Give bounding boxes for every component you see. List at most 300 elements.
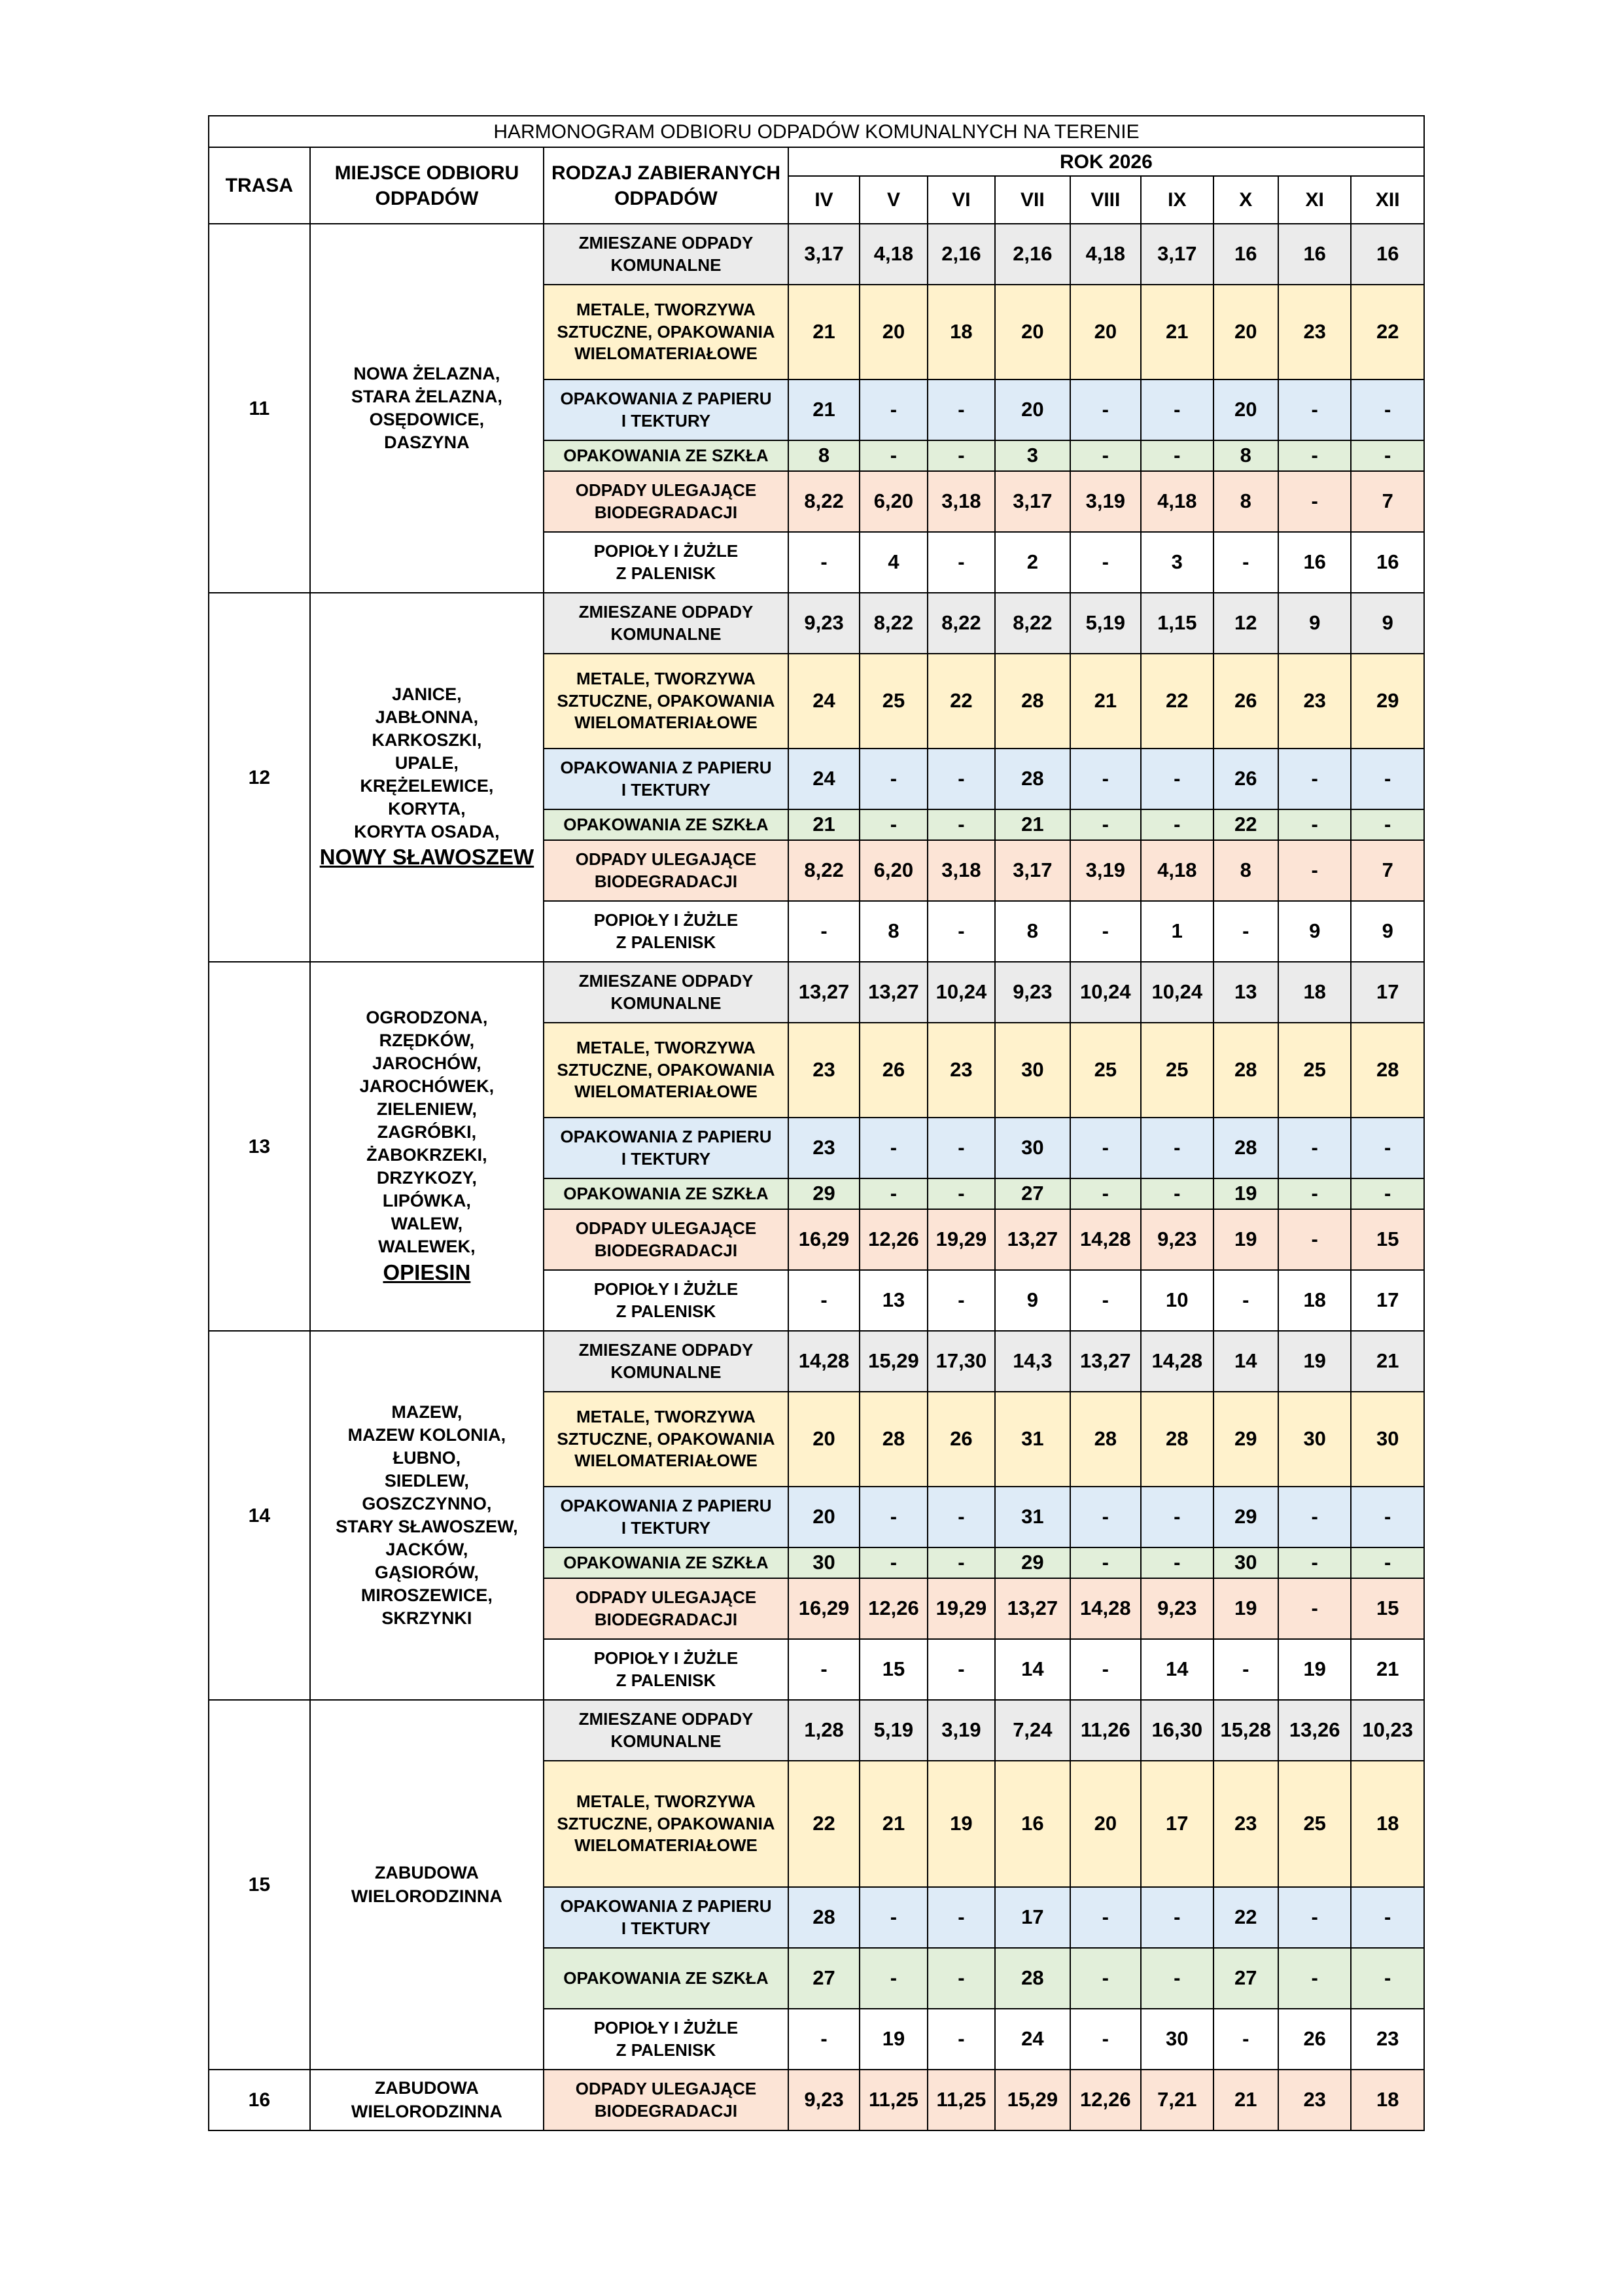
waste-type-label: I TEKTURY [621, 1517, 711, 1538]
pickup-date-cell: 30 [1351, 1392, 1424, 1487]
pickup-date-cell: - [928, 901, 995, 962]
pickup-date-cell: - [928, 1547, 995, 1578]
pickup-date-cell: 19 [1213, 1578, 1278, 1639]
waste-type-bio [544, 471, 788, 532]
month-header: XII [1351, 176, 1424, 224]
pickup-date-cell: 30 [995, 1023, 1070, 1118]
waste-type-label: BIODEGRADACJI [594, 1609, 738, 1629]
waste-type-label: ZMIESZANE ODPADY [578, 601, 754, 622]
pickup-date-cell: - [1213, 2009, 1278, 2070]
waste-type-metal [544, 654, 788, 749]
pickup-date-cell: 17 [1351, 1270, 1424, 1331]
pickup-date-cell: 23 [1213, 1761, 1278, 1887]
pickup-date-cell: - [788, 901, 860, 962]
route-places [310, 962, 544, 1331]
route-number: 14 [209, 1331, 310, 1700]
pickup-date-cell: - [1141, 749, 1213, 809]
pickup-date-cell: 3,18 [928, 471, 995, 532]
pickup-date-cell: - [928, 1270, 995, 1331]
pickup-date-cell: 8 [1213, 840, 1278, 901]
pickup-date-cell: 8,22 [788, 471, 860, 532]
pickup-date-cell: 15,28 [1213, 1700, 1278, 1761]
table-title: HARMONOGRAM ODBIORU ODPADÓW KOMUNALNYCH NA TERENIE [209, 116, 1424, 147]
month-header: VIII [1070, 176, 1141, 224]
place-name: ZIELENIEW, [376, 1099, 477, 1119]
pickup-date-cell: 19 [928, 1761, 995, 1887]
waste-type-label: OPAKOWANIA Z PAPIERU [560, 1896, 772, 1916]
pickup-date-cell: 5,19 [860, 1700, 927, 1761]
pickup-date-cell: 14,3 [995, 1331, 1070, 1392]
pickup-date-cell: 21 [1351, 1331, 1424, 1392]
pickup-date-cell: 23 [1351, 2009, 1424, 2070]
pickup-date-cell: 1 [1141, 901, 1213, 962]
waste-type-label: I TEKTURY [621, 1148, 711, 1169]
pickup-date-cell: 17 [1351, 962, 1424, 1023]
pickup-date-cell: 27 [995, 1178, 1070, 1209]
pickup-date-cell: 9,23 [788, 593, 860, 654]
pickup-date-cell: 29 [1213, 1392, 1278, 1487]
waste-type-label: BIODEGRADACJI [594, 2100, 738, 2121]
pickup-date-cell: 13,27 [995, 1209, 1070, 1270]
pickup-date-cell: 20 [995, 380, 1070, 440]
pickup-date-cell: 17 [995, 1887, 1070, 1948]
waste-type-label: Z PALENISK [616, 932, 716, 952]
waste-type-mixed [544, 962, 788, 1023]
pickup-date-cell: - [928, 532, 995, 593]
pickup-date-cell: 31 [995, 1392, 1070, 1487]
pickup-date-cell: 6,20 [860, 471, 927, 532]
pickup-date-cell: 14 [1141, 1639, 1213, 1700]
waste-type-label: OPAKOWANIA Z PAPIERU [560, 1495, 772, 1515]
waste-type-label: METALE, TWORZYWA [576, 1791, 756, 1811]
pickup-date-cell: - [1351, 1547, 1424, 1578]
waste-type-label: POPIOŁY I ŻUŻLE [593, 910, 739, 930]
pickup-date-cell: 27 [1213, 1948, 1278, 2009]
pickup-date-cell: 18 [1351, 1761, 1424, 1887]
pickup-date-cell: 28 [995, 1948, 1070, 2009]
pickup-date-cell: 21 [995, 809, 1070, 840]
waste-type-metal [544, 1392, 788, 1487]
place-name: MIROSZEWICE, [360, 1585, 493, 1606]
pickup-date-cell: - [928, 1948, 995, 2009]
place-name: RZĘDKÓW, [379, 1030, 475, 1050]
waste-type-label: METALE, TWORZYWA [576, 1406, 756, 1426]
pickup-date-cell: - [788, 2009, 860, 2070]
pickup-date-cell: - [1070, 809, 1141, 840]
pickup-date-cell: 3,18 [928, 840, 995, 901]
pickup-date-cell: - [1070, 1178, 1141, 1209]
pickup-date-cell: 3,19 [1070, 471, 1141, 532]
place-name: OSĘDOWICE, [369, 410, 485, 429]
place-name-emphasis: NOWY SŁAWOSZEW [319, 845, 534, 870]
pickup-date-cell: 19,29 [928, 1209, 995, 1270]
pickup-date-cell: - [1141, 440, 1213, 471]
waste-type-label: WIELOMATERIAŁOWE [574, 1082, 758, 1102]
pickup-date-cell: 3,17 [788, 224, 860, 285]
pickup-date-cell: 18 [1278, 962, 1351, 1023]
waste-type-label: ZMIESZANE ODPADY [578, 1339, 754, 1360]
pickup-date-cell: - [1278, 1209, 1351, 1270]
pickup-date-cell: 12 [1213, 593, 1278, 654]
waste-type-label: ZMIESZANE ODPADY [578, 232, 754, 253]
pickup-date-cell: - [928, 1118, 995, 1178]
waste-type-label: ODPADY ULEGAJĄCE [575, 1218, 757, 1238]
waste-type-label: Z PALENISK [616, 1301, 716, 1321]
pickup-date-cell: - [860, 1948, 927, 2009]
place-name: JABŁONNA, [375, 707, 479, 727]
pickup-date-cell: - [1278, 1547, 1351, 1578]
waste-type-label: WIELOMATERIAŁOWE [574, 1451, 758, 1471]
waste-type-metal [544, 1761, 788, 1887]
pickup-date-cell: 4,18 [860, 224, 927, 285]
pickup-date-cell: - [1213, 1639, 1278, 1700]
month-header: V [860, 176, 927, 224]
pickup-date-cell: 24 [995, 2009, 1070, 2070]
waste-type-paper [544, 749, 788, 809]
pickup-date-cell: 3 [1141, 532, 1213, 593]
pickup-date-cell: 14,28 [1141, 1331, 1213, 1392]
pickup-date-cell: 9,23 [1141, 1578, 1213, 1639]
place-name-emphasis: OPIESIN [383, 1260, 471, 1284]
pickup-date-cell: - [788, 532, 860, 593]
pickup-date-cell: 13,26 [1278, 1700, 1351, 1761]
pickup-date-cell: - [1070, 532, 1141, 593]
pickup-date-cell: 4,18 [1141, 840, 1213, 901]
pickup-date-cell: 8 [860, 901, 927, 962]
waste-type-label: I TEKTURY [621, 1918, 711, 1938]
pickup-date-cell: - [928, 1487, 995, 1547]
pickup-date-cell: 29 [1351, 654, 1424, 749]
pickup-date-cell: 19 [1278, 1331, 1351, 1392]
pickup-date-cell: 30 [995, 1118, 1070, 1178]
pickup-date-cell: - [1351, 1487, 1424, 1547]
pickup-date-cell: - [1070, 1547, 1141, 1578]
waste-type-label: Z PALENISK [616, 563, 716, 583]
waste-type-label: SZTUCZNE, OPAKOWANIA [557, 690, 775, 711]
pickup-date-cell: 16 [995, 1761, 1070, 1887]
pickup-date-cell: - [1278, 380, 1351, 440]
pickup-date-cell: 13,27 [995, 1578, 1070, 1639]
route-number: 13 [209, 962, 310, 1331]
pickup-date-cell: 11,25 [928, 2070, 995, 2130]
pickup-date-cell: - [1351, 1887, 1424, 1948]
place-name: MAZEW KOLONIA, [347, 1424, 506, 1445]
pickup-date-cell: 13 [860, 1270, 927, 1331]
waste-type-glass [544, 1178, 788, 1209]
pickup-date-cell: 20 [1070, 1761, 1141, 1887]
table-row [209, 1700, 1424, 1761]
waste-type-label: POPIOŁY I ŻUŻLE [593, 2017, 739, 2038]
waste-type-glass [544, 1948, 788, 2009]
pickup-date-cell: 13 [1213, 962, 1278, 1023]
table-row [209, 224, 1424, 285]
pickup-date-cell: - [1278, 1578, 1351, 1639]
pickup-date-cell: 25 [860, 654, 927, 749]
waste-type-label: OPAKOWANIA ZE SZKŁA [563, 445, 769, 465]
pickup-date-cell: 3,17 [995, 471, 1070, 532]
pickup-date-cell: - [1213, 532, 1278, 593]
pickup-date-cell: - [928, 809, 995, 840]
route-number: 16 [209, 2070, 310, 2130]
pickup-date-cell: - [860, 1887, 927, 1948]
pickup-date-cell: 12,26 [1070, 2070, 1141, 2130]
pickup-date-cell: 10,24 [1141, 962, 1213, 1023]
pickup-date-cell: - [1351, 380, 1424, 440]
pickup-date-cell: 26 [1213, 654, 1278, 749]
waste-type-paper [544, 1487, 788, 1547]
pickup-date-cell: - [1213, 901, 1278, 962]
waste-type-label: POPIOŁY I ŻUŻLE [593, 1648, 739, 1668]
pickup-date-cell: - [1141, 1487, 1213, 1547]
pickup-date-cell: 21 [1141, 285, 1213, 380]
pickup-date-cell: 21 [1351, 1639, 1424, 1700]
pickup-date-cell: - [928, 1639, 995, 1700]
pickup-date-cell: 24 [788, 749, 860, 809]
place-name: ŻABOKRZEKI, [366, 1145, 487, 1165]
pickup-date-cell: 12,26 [860, 1578, 927, 1639]
place-name: JANICE, [392, 684, 462, 704]
pickup-date-cell: 20 [788, 1392, 860, 1487]
waste-type-label: WIELOMATERIAŁOWE [574, 713, 758, 733]
pickup-date-cell: 16 [1351, 532, 1424, 593]
route-places [310, 2070, 544, 2130]
waste-type-label: BIODEGRADACJI [594, 871, 738, 891]
waste-type-label: ODPADY ULEGAJĄCE [575, 849, 757, 869]
pickup-date-cell: 6,20 [860, 840, 927, 901]
pickup-date-cell: 23 [1278, 654, 1351, 749]
pickup-date-cell: - [928, 1887, 995, 1948]
pickup-date-cell: 22 [788, 1761, 860, 1887]
pickup-date-cell: 15 [1351, 1209, 1424, 1270]
route-number: 11 [209, 224, 310, 593]
pickup-date-cell: 9 [995, 1270, 1070, 1331]
waste-type-label: POPIOŁY I ŻUŻLE [593, 1279, 739, 1299]
pickup-date-cell: 19 [1213, 1178, 1278, 1209]
waste-type-mixed [544, 224, 788, 285]
pickup-date-cell: - [1070, 1887, 1141, 1948]
pickup-date-cell: 28 [1351, 1023, 1424, 1118]
waste-type-label: METALE, TWORZYWA [576, 668, 756, 688]
schedule-table [208, 115, 1425, 2131]
pickup-date-cell: - [1278, 440, 1351, 471]
pickup-date-cell: 22 [1213, 809, 1278, 840]
waste-type-label: OPAKOWANIA Z PAPIERU [560, 388, 772, 408]
pickup-date-cell: 20 [995, 285, 1070, 380]
place-name: STARY SŁAWOSZEW, [336, 1517, 518, 1536]
pickup-date-cell: 2 [995, 532, 1070, 593]
pickup-date-cell: 30 [1278, 1392, 1351, 1487]
pickup-date-cell: - [1141, 1118, 1213, 1178]
pickup-date-cell: 10 [1141, 1270, 1213, 1331]
pickup-date-cell: 9 [1278, 593, 1351, 654]
pickup-date-cell: 16 [1278, 532, 1351, 593]
pickup-date-cell: 11,25 [860, 2070, 927, 2130]
waste-type-label: Z PALENISK [616, 1670, 716, 1690]
pickup-date-cell: 8 [788, 440, 860, 471]
pickup-date-cell: 15,29 [860, 1331, 927, 1392]
place-name: GĄSIORÓW, [374, 1563, 479, 1583]
pickup-date-cell: 30 [788, 1547, 860, 1578]
pickup-date-cell: - [860, 440, 927, 471]
waste-type-paper [544, 1118, 788, 1178]
place-name: WIELORODZINNA [351, 2101, 502, 2121]
pickup-date-cell: 9,23 [1141, 1209, 1213, 1270]
table-row [209, 1331, 1424, 1392]
pickup-date-cell: - [1278, 1118, 1351, 1178]
pickup-date-cell: 3,17 [995, 840, 1070, 901]
waste-type-ash [544, 1639, 788, 1700]
pickup-date-cell: 8 [1213, 471, 1278, 532]
pickup-date-cell: - [928, 440, 995, 471]
pickup-date-cell: - [928, 380, 995, 440]
waste-type-label: SZTUCZNE, OPAKOWANIA [557, 1813, 775, 1833]
pickup-date-cell: 21 [788, 285, 860, 380]
pickup-date-cell: 10,24 [928, 962, 995, 1023]
place-name: KORYTA OSADA, [354, 822, 500, 842]
waste-type-metal [544, 285, 788, 380]
pickup-date-cell: 16,29 [788, 1578, 860, 1639]
waste-type-label: KOMUNALNE [610, 255, 722, 275]
pickup-date-cell: - [1278, 1887, 1351, 1948]
pickup-date-cell: - [860, 1487, 927, 1547]
pickup-date-cell: - [860, 1178, 927, 1209]
waste-type-label: KOMUNALNE [610, 624, 722, 644]
month-header: XI [1278, 176, 1351, 224]
pickup-date-cell: 29 [788, 1178, 860, 1209]
pickup-date-cell: 8,22 [928, 593, 995, 654]
waste-type-label: ODPADY ULEGAJĄCE [575, 480, 757, 500]
pickup-date-cell: 23 [788, 1023, 860, 1118]
pickup-date-cell: 8 [1213, 440, 1278, 471]
pickup-date-cell: 14 [995, 1639, 1070, 1700]
pickup-date-cell: 26 [928, 1392, 995, 1487]
waste-type-label: SZTUCZNE, OPAKOWANIA [557, 1428, 775, 1449]
header-trasa: TRASA [209, 147, 310, 224]
pickup-date-cell: 3 [995, 440, 1070, 471]
pickup-date-cell: - [928, 1178, 995, 1209]
pickup-date-cell: - [1351, 1178, 1424, 1209]
pickup-date-cell: 18 [928, 285, 995, 380]
pickup-date-cell: 28 [788, 1887, 860, 1948]
pickup-date-cell: 17,30 [928, 1331, 995, 1392]
place-name: SKRZYNKI [381, 1608, 472, 1629]
pickup-date-cell: - [860, 749, 927, 809]
place-name: ZABUDOWA [374, 2078, 479, 2098]
pickup-date-cell: 21 [860, 1761, 927, 1887]
waste-type-label: BIODEGRADACJI [594, 1240, 738, 1260]
waste-type-paper [544, 1887, 788, 1948]
waste-type-label: I TEKTURY [621, 779, 711, 800]
place-name: WIELORODZINNA [351, 1886, 502, 1906]
waste-type-label: ZMIESZANE ODPADY [578, 970, 754, 991]
pickup-date-cell: 30 [1213, 1547, 1278, 1578]
pickup-date-cell: 1,28 [788, 1700, 860, 1761]
pickup-date-cell: 16,29 [788, 1209, 860, 1270]
table-row [209, 962, 1424, 1023]
pickup-date-cell: - [1278, 1178, 1351, 1209]
pickup-date-cell: 4,18 [1141, 471, 1213, 532]
pickup-date-cell: - [1351, 749, 1424, 809]
pickup-date-cell: 7,21 [1141, 2070, 1213, 2130]
pickup-date-cell: 27 [788, 1948, 860, 2009]
waste-type-bio [544, 1209, 788, 1270]
waste-type-label: OPAKOWANIA Z PAPIERU [560, 757, 772, 777]
place-name: OGRODZONA, [366, 1007, 488, 1027]
pickup-date-cell: 31 [995, 1487, 1070, 1547]
pickup-date-cell: 25 [1278, 1761, 1351, 1887]
place-name: NOWA ŻELAZNA, [353, 363, 500, 383]
place-name: ŁUBNO, [393, 1447, 461, 1468]
pickup-date-cell: 16 [1278, 224, 1351, 285]
pickup-date-cell: - [1278, 1948, 1351, 2009]
place-name: ZABUDOWA [374, 1863, 479, 1883]
pickup-date-cell: - [1351, 440, 1424, 471]
waste-type-label: I TEKTURY [621, 410, 711, 431]
pickup-date-cell: 29 [995, 1547, 1070, 1578]
place-name: SIEDLEW, [384, 1470, 469, 1491]
pickup-date-cell: 26 [1213, 749, 1278, 809]
pickup-date-cell: 1,15 [1141, 593, 1213, 654]
pickup-date-cell: 15 [860, 1639, 927, 1700]
pickup-date-cell: 23 [788, 1118, 860, 1178]
pickup-date-cell: 19 [1213, 1209, 1278, 1270]
pickup-date-cell: - [1070, 1118, 1141, 1178]
pickup-date-cell: 21 [1213, 2070, 1278, 2130]
pickup-date-cell: 28 [995, 749, 1070, 809]
month-header: IV [788, 176, 860, 224]
pickup-date-cell: 10,24 [1070, 962, 1141, 1023]
pickup-date-cell: - [788, 1639, 860, 1700]
waste-type-bio [544, 2070, 788, 2130]
pickup-date-cell: - [788, 1270, 860, 1331]
waste-type-bio [544, 840, 788, 901]
month-header: VI [928, 176, 995, 224]
pickup-date-cell: - [1278, 809, 1351, 840]
pickup-date-cell: - [1141, 1547, 1213, 1578]
pickup-date-cell: 8,22 [788, 840, 860, 901]
table-row [209, 593, 1424, 654]
pickup-date-cell: - [1070, 749, 1141, 809]
pickup-date-cell: - [1141, 809, 1213, 840]
pickup-date-cell: - [1141, 1887, 1213, 1948]
pickup-date-cell: 28 [995, 654, 1070, 749]
place-name: LIPÓWKA, [382, 1191, 471, 1211]
pickup-date-cell: 3,19 [1070, 840, 1141, 901]
waste-type-mixed [544, 593, 788, 654]
pickup-date-cell: 25 [1141, 1023, 1213, 1118]
pickup-date-cell: 26 [1278, 2009, 1351, 2070]
pickup-date-cell: 21 [788, 809, 860, 840]
place-name: JACKÓW, [385, 1540, 468, 1560]
pickup-date-cell: 20 [1070, 285, 1141, 380]
pickup-date-cell: 23 [1278, 2070, 1351, 2130]
pickup-date-cell: 5,19 [1070, 593, 1141, 654]
pickup-date-cell: 3,17 [1141, 224, 1213, 285]
waste-type-label: BIODEGRADACJI [594, 502, 738, 522]
pickup-date-cell: 9 [1351, 593, 1424, 654]
month-header: VII [995, 176, 1070, 224]
pickup-date-cell: 8 [995, 901, 1070, 962]
pickup-date-cell: - [1070, 1948, 1141, 2009]
pickup-date-cell: 20 [1213, 380, 1278, 440]
pickup-date-cell: 2,16 [928, 224, 995, 285]
place-name: WALEW, [391, 1214, 463, 1234]
pickup-date-cell: 18 [1278, 1270, 1351, 1331]
pickup-date-cell: 28 [1213, 1023, 1278, 1118]
pickup-date-cell: 9,23 [995, 962, 1070, 1023]
pickup-date-cell: 28 [1141, 1392, 1213, 1487]
pickup-date-cell: - [1213, 1270, 1278, 1331]
